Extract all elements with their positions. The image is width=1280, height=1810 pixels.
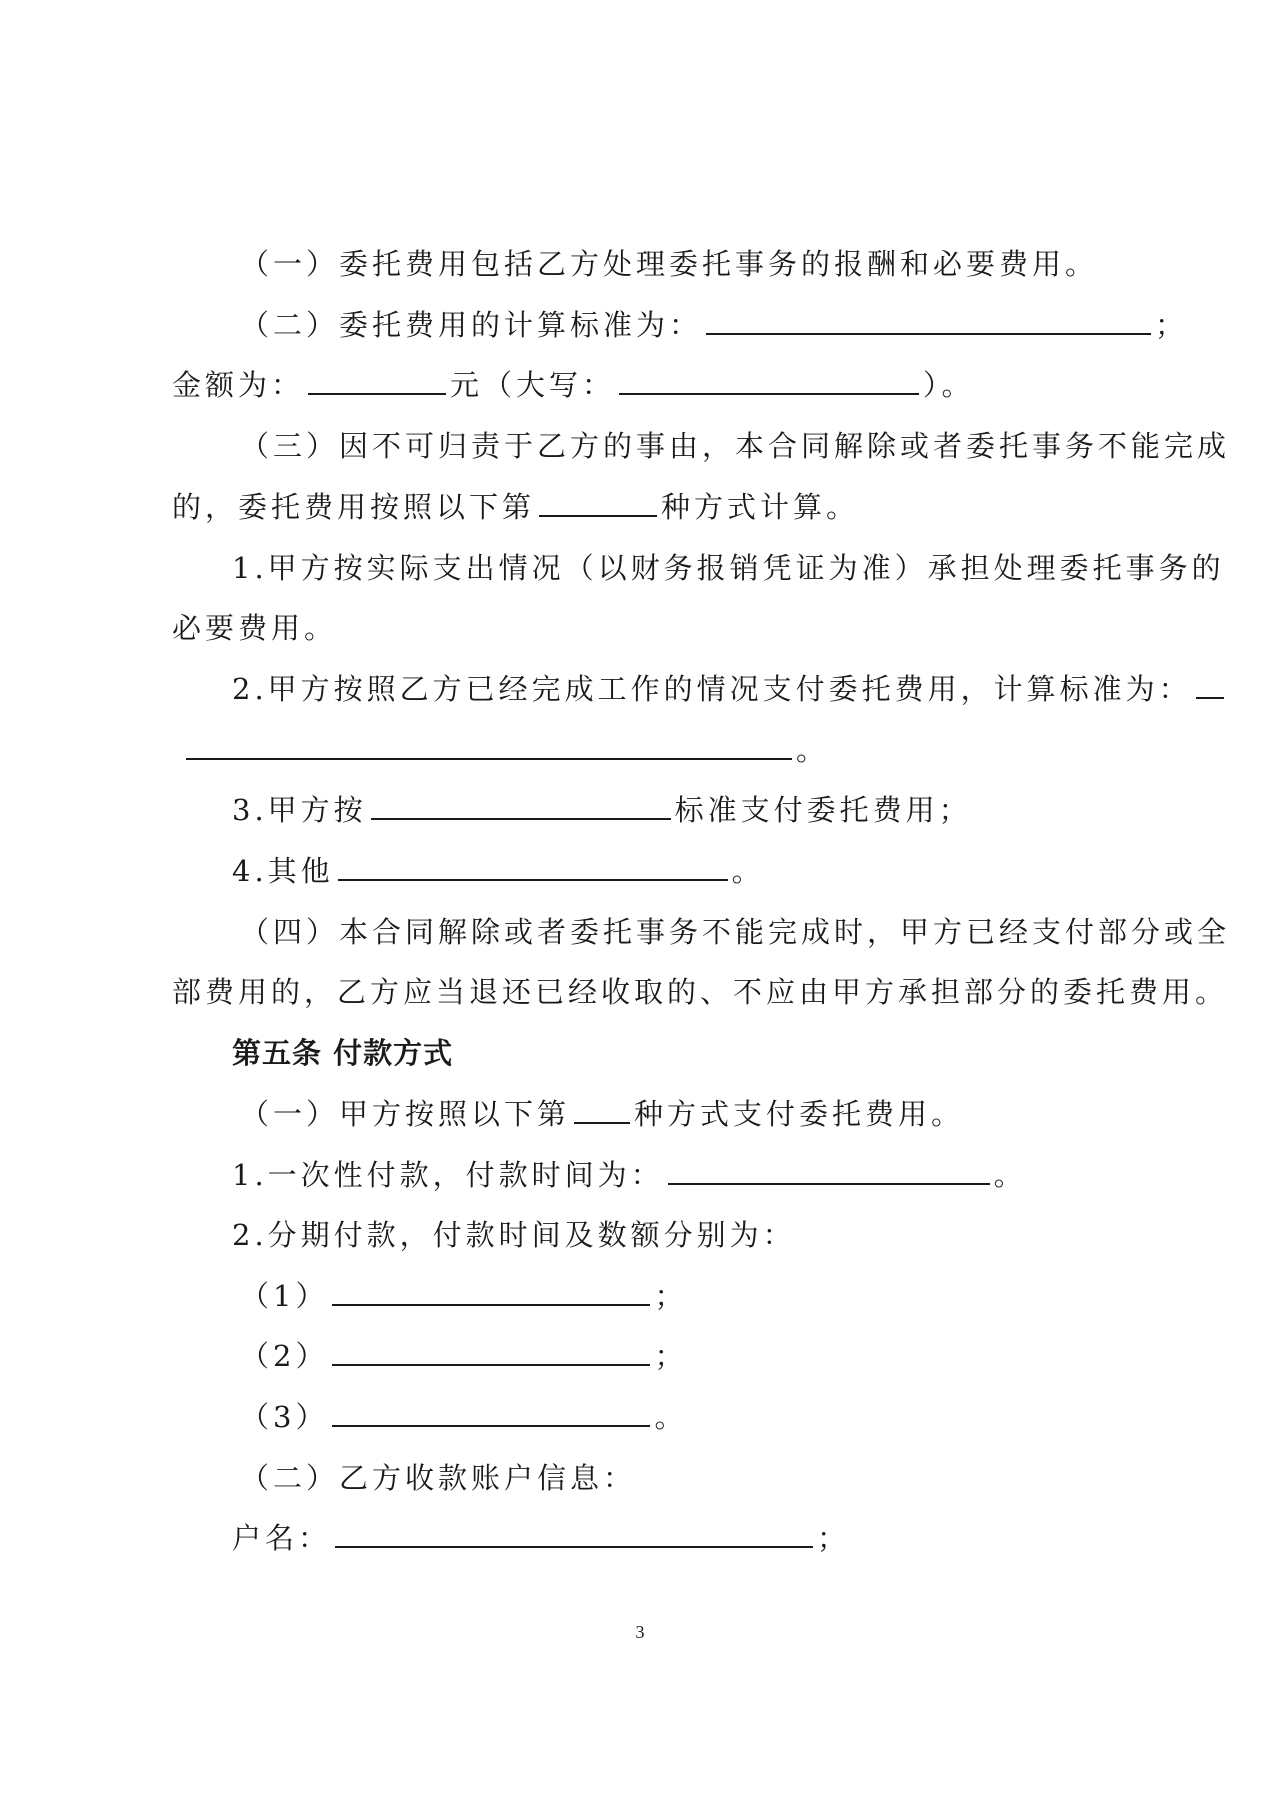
section-heading: 第五条 付款方式 bbox=[232, 1036, 454, 1070]
installment-2: （2） ； bbox=[240, 1339, 688, 1373]
option-1: 1.甲方按实际支出情况（以财务报销凭证为准）承担处理委托事务的 bbox=[232, 551, 1225, 585]
clause-4-2: （二）委托费用的计算标准为： ； bbox=[240, 308, 1189, 342]
fill-blank[interactable] bbox=[332, 1338, 650, 1366]
fill-blank[interactable] bbox=[706, 307, 1151, 335]
amount-line: 金额为： 元（大写： ）。 bbox=[172, 368, 975, 402]
option-1-cont: 必要费用。 bbox=[172, 611, 338, 645]
option-3: 3.甲方按 标准支付委托费用； bbox=[232, 793, 972, 827]
account-info-heading: （二）乙方收款账户信息： bbox=[240, 1461, 637, 1495]
page-number: 3 bbox=[635, 1622, 645, 1642]
installment-3: （3） 。 bbox=[240, 1400, 688, 1434]
installment-1: （1） ； bbox=[240, 1279, 688, 1313]
lump-sum-payment: 1.一次性付款，付款时间为： 。 bbox=[232, 1158, 1027, 1192]
account-name-line: 户名： ； bbox=[232, 1521, 851, 1555]
amount-words-blank[interactable] bbox=[619, 367, 919, 395]
clause-4-3-cont: 的，委托费用按照以下第 种方式计算。 bbox=[172, 490, 860, 524]
clause-4-1: （一）委托费用包括乙方处理委托事务的报酬和必要费用。 bbox=[240, 247, 1099, 281]
fill-blank[interactable] bbox=[1196, 671, 1224, 699]
option-2-cont: 。 bbox=[186, 730, 829, 770]
fill-blank[interactable] bbox=[371, 792, 671, 820]
installment-payment: 2.分期付款，付款时间及数额分别为： bbox=[232, 1218, 796, 1252]
fill-blank[interactable] bbox=[332, 1278, 650, 1306]
clause-4-4-cont: 部费用的，乙方应当退还已经收取的、不应由甲方承担部分的委托费用。 bbox=[172, 975, 1229, 1009]
amount-blank[interactable] bbox=[308, 367, 446, 395]
fill-blank[interactable] bbox=[338, 853, 728, 881]
method-blank[interactable] bbox=[574, 1096, 630, 1124]
option-2: 2.甲方按照乙方已经完成工作的情况支付委托费用，计算标准为： bbox=[232, 669, 1228, 709]
fill-blank[interactable] bbox=[186, 732, 792, 760]
option-4: 4.其他 。 bbox=[232, 854, 765, 888]
account-name-blank[interactable] bbox=[335, 1520, 813, 1548]
payment-time-blank[interactable] bbox=[668, 1157, 990, 1185]
fill-blank[interactable] bbox=[332, 1399, 650, 1427]
clause-5-1: （一）甲方按照以下第 种方式支付委托费用。 bbox=[240, 1097, 965, 1131]
method-blank[interactable] bbox=[539, 489, 657, 517]
clause-4-4: （四）本合同解除或者委托事务不能完成时，甲方已经支付部分或全 bbox=[240, 915, 1231, 949]
clause-4-3: （三）因不可归责于乙方的事由，本合同解除或者委托事务不能完成 bbox=[240, 429, 1231, 463]
